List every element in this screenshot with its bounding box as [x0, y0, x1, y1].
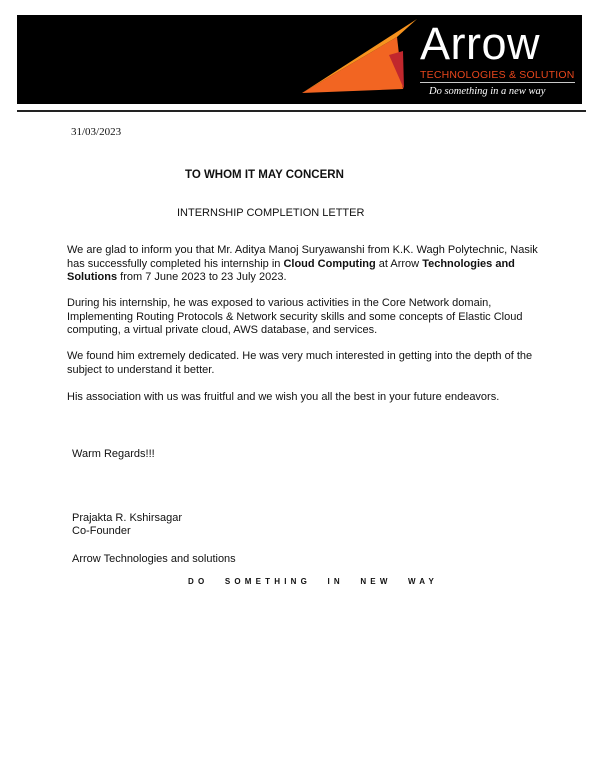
logo-arrow-middle — [302, 37, 403, 93]
letter-date: 31/03/2023 — [71, 126, 122, 138]
company-name: Arrow Technologies and solutions — [72, 553, 236, 565]
intro-text-2: at Arrow — [375, 257, 423, 270]
brand-tagline: Do something in a new way — [429, 86, 546, 97]
paragraph-wishes: His association with us was fruitful and we wish you all the best in your future endeavors. — [67, 391, 500, 403]
brand-subtitle: TECHNOLOGIES & SOLUTION — [420, 69, 575, 81]
intro-text-1: We are glad to inform you that Mr. Aditya Manoj Suryawanshi from K.K. Wagh Polytechnic, Nasik has successfully completed his internship in — [67, 244, 538, 270]
closing-regards: Warm Regards!!! — [72, 448, 155, 460]
header-rule — [17, 110, 586, 112]
signatory-role: Co-Founder — [72, 525, 131, 537]
signatory-name: Prajakta R. Kshirsagar — [72, 512, 183, 524]
brand-divider — [420, 82, 575, 83]
intro-bold-company: Technologies and Solutions — [67, 257, 515, 283]
paragraph-intro — [67, 244, 547, 285]
brand-name: Arrow — [420, 18, 541, 69]
footer-motto: DO SOMETHING IN NEW WAY — [188, 577, 439, 586]
letter-title: INTERNSHIP COMPLETION LETTER — [177, 207, 365, 219]
letter-subject: TO WHOM IT MAY CONCERN — [185, 169, 344, 181]
intro-bold-domain: Cloud Computing — [283, 257, 376, 270]
letterhead-banner — [17, 15, 582, 104]
paragraph-activities: During his internship, he was exposed to various activities in the Core Network domain, Implementing Routing Protocols & Network security skills and some concepts of Elastic Cloud computing, a virtual private cloud, AWS database, and services. — [67, 297, 523, 336]
intro-text-3: from 7 June 2023 to 23 July 2023. — [117, 271, 287, 283]
paragraph-dedication: We found him extremely dedicated. He was very much interested in getting into the depth of the subject to understand it better. — [67, 350, 533, 376]
